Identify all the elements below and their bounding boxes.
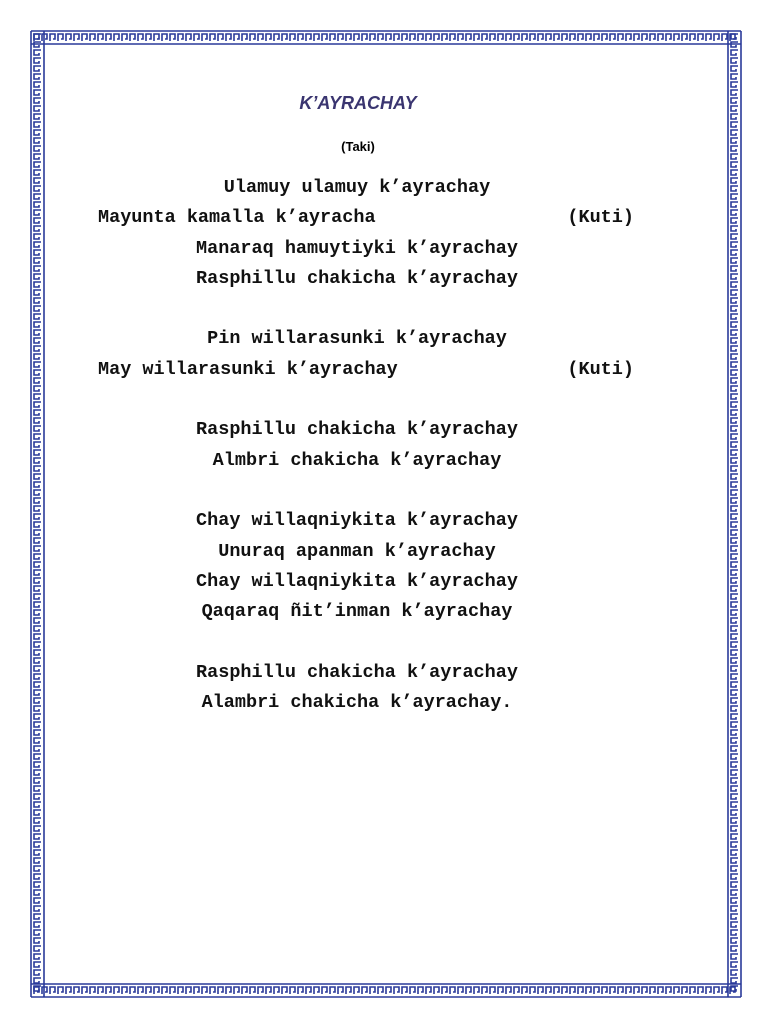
stanza-gap bbox=[60, 385, 700, 415]
lyric-line: Chay willaqniykita k’ayrachay bbox=[196, 570, 518, 592]
lyric-line: Ulamuy ulamuy k’ayrachay bbox=[223, 177, 491, 198]
repeat-note: (Kuti) bbox=[567, 207, 634, 229]
stanza bbox=[60, 415, 700, 476]
lyric-text: May willarasunki k’ayrachay bbox=[98, 358, 398, 380]
lyric-line: Rasphillu chakicha k’ayrachay bbox=[196, 267, 518, 289]
lyric-line: Pin willarasunki k’ayrachay bbox=[207, 328, 507, 350]
stanza-gap bbox=[60, 627, 700, 657]
stanza-gap bbox=[60, 294, 700, 324]
repeat-note: (Kuti) bbox=[567, 358, 634, 380]
stanza bbox=[60, 173, 700, 294]
lyric-line: Almbri chakicha k’ayrachay bbox=[212, 449, 502, 471]
lyric-line: Unuraq apanman k’ayrachay bbox=[218, 540, 496, 562]
lyric-line bbox=[60, 355, 654, 385]
lyric-line bbox=[60, 203, 654, 233]
stanza bbox=[60, 324, 700, 385]
lyric-line: Chay willaqniykita k’ayrachay bbox=[196, 510, 518, 532]
lyric-line: Rasphillu chakicha k’ayrachay bbox=[196, 661, 518, 683]
stanza bbox=[60, 506, 700, 627]
lyric-text: Mayunta kamalla k’ayracha bbox=[98, 207, 376, 229]
lyrics-body bbox=[60, 173, 700, 718]
stanza bbox=[60, 658, 700, 719]
song-title: K’AYRACHAY bbox=[299, 93, 417, 113]
song-subtitle: (Taki) bbox=[341, 139, 375, 154]
lyric-line: Manaraq hamuytiyki k’ayrachay bbox=[196, 237, 518, 259]
lyric-line: Rasphillu chakicha k’ayrachay bbox=[196, 419, 518, 441]
lyric-line: Alambri chakicha k’ayrachay. bbox=[201, 692, 513, 714]
lyric-line: Qaqaraq ñit’inman k’ayrachay bbox=[201, 601, 513, 623]
stanza-gap bbox=[60, 476, 700, 506]
